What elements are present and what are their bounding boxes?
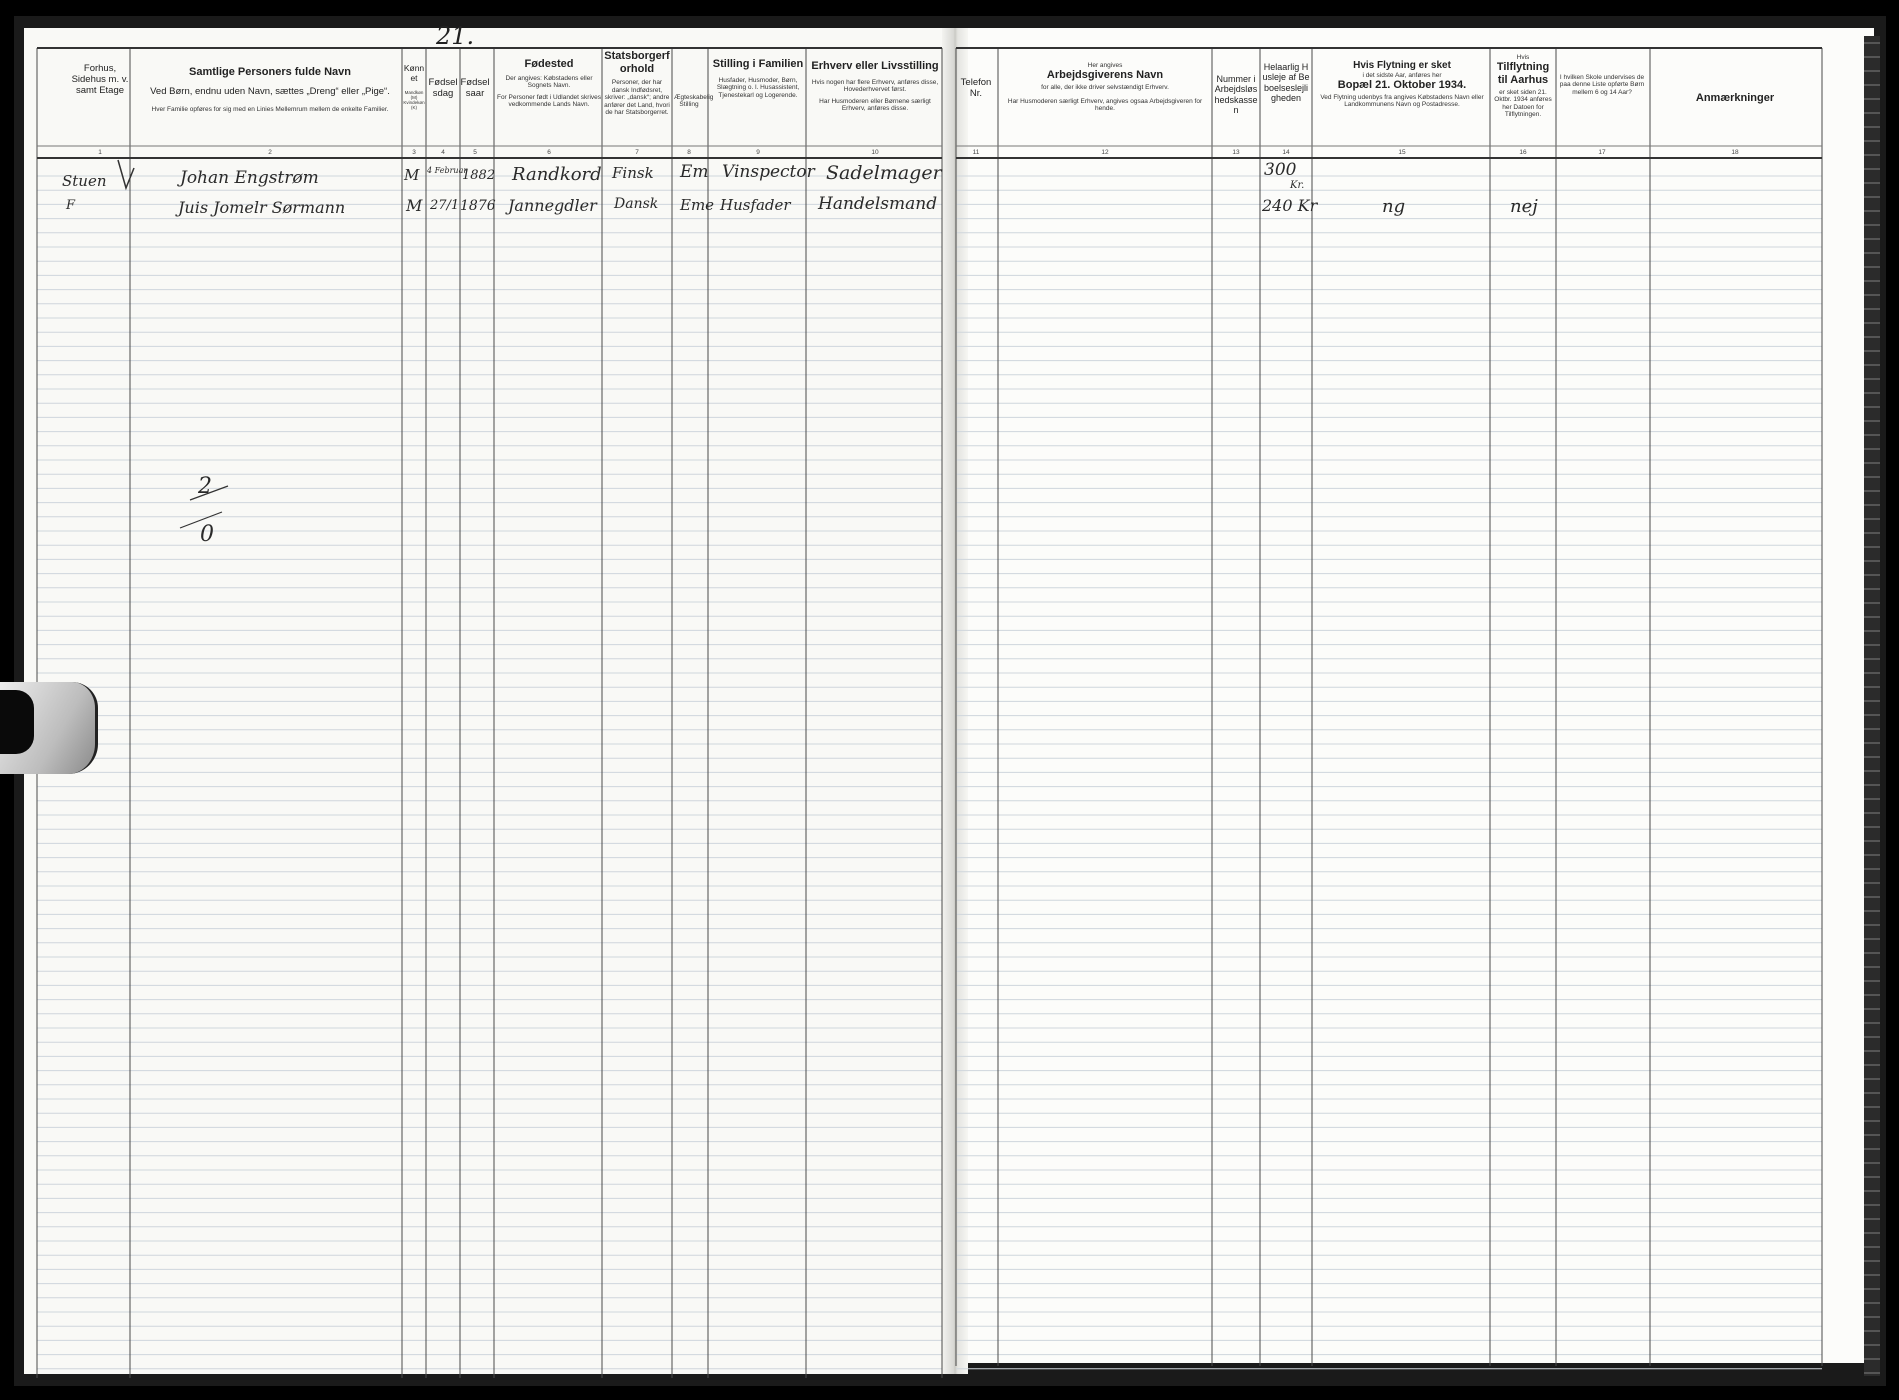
col-num-11: 11	[972, 149, 980, 156]
header-skole: I hvilken Skole undervises de paa denne Liste opførte Børn mellem 6 og 14 Aar?	[1559, 74, 1645, 96]
row2-fodested: Jannegdler	[508, 196, 597, 215]
row2-navn: Juis Jomelr Sørmann	[178, 198, 346, 217]
row1-husleje-unit: Kr.	[1290, 180, 1305, 191]
margin-note-top: 2	[198, 474, 212, 499]
row1-fodested: Randkord	[512, 164, 602, 185]
row2-husleje: 240 Kr	[1262, 196, 1318, 215]
row1-aar: 1882	[462, 168, 496, 183]
header-arbejdsloshed: Nummer i Arbejdsløshedskassen	[1214, 74, 1258, 116]
row2-stat: Dansk	[614, 196, 659, 212]
col-num-15: 15	[1398, 149, 1406, 156]
row2-flytning: ng	[1382, 196, 1406, 217]
col-num-8: 8	[687, 149, 691, 156]
col-num-14: 14	[1282, 149, 1290, 156]
col-num-12: 12	[1101, 149, 1109, 156]
header-dag: Fødselsdag	[428, 77, 458, 99]
header-arbejdsgiver: Her angives Arbejdsgiverens Navn for alle, der ikke driver selvstændigt Erhverv. Har Husmoderen særligt Erhverv, angives ogsaa Arbejdsgiveren for hende.	[1007, 62, 1203, 113]
header-stat: Statsborgerforhold Personer, der har dansk Indfødsret, skriver: „dansk“; andre anfører det Land, hvori de har Statsborgerret.	[604, 50, 670, 117]
header-familie: Stilling i Familien Husfader, Husmoder, Børn, Slægtning o. l. Husassistent, Tjenestekarl og Logerende.	[712, 58, 804, 99]
header-flytning: Hvis Flytning er sket i det sidste Aar, anføres her Bopæl 21. Oktober 1934. Ved Flytning udenbys fra angives Købstadens Navn eller Landkommunens Navn og Postadresse.	[1320, 60, 1484, 109]
header-koen: Kønnet Mandkøn (M) Kvindekøn (K)	[403, 63, 425, 111]
col-num-18: 18	[1731, 149, 1739, 156]
row2-aegt: Eme	[680, 196, 715, 214]
col-num-7: 7	[635, 149, 639, 156]
row2-etage: F	[66, 198, 76, 213]
row1-etage: Stuen	[62, 172, 107, 190]
row2-familie: Husfader	[720, 196, 791, 214]
col-num-1: 1	[98, 149, 102, 156]
header-fodested: Fødested Der angives: Købstadens eller Sognets Navn. For Personer født i Udlandet skrives vedkommende Lands Navn.	[496, 58, 602, 109]
row1-koen: M	[404, 166, 420, 184]
row2-erhverv: Handelsmand	[818, 194, 938, 214]
col-num-13: 13	[1232, 149, 1240, 156]
header-etage: Forhus, Sidehus m. v. samt Etage	[71, 63, 129, 96]
col-num-16: 16	[1519, 149, 1527, 156]
header-aar: Fødselsaar	[460, 77, 490, 99]
col-num-10: 10	[871, 149, 879, 156]
header-tilflytning: Hvis Tilflytning til Aarhus er sket siden 21. Oktbr. 1934 anføres her Datoen for Tilflytningen.	[1494, 54, 1552, 119]
header-anmaerkninger: Anmærkninger	[1695, 92, 1775, 104]
header-navn: Samtlige Personers fulde Navn Ved Børn, endnu uden Navn, sættes „Dreng“ eller „Pige“. Hver Familie opføres for sig med en Linies Mellemrum mellem de enkelte Familier.	[150, 66, 390, 113]
margin-note-bottom: 0	[200, 522, 214, 547]
tick-mark	[118, 160, 134, 188]
col-num-17: 17	[1598, 149, 1606, 156]
row1-dag: 4 Februar	[427, 166, 468, 175]
col-num-4: 4	[441, 149, 445, 156]
col-num-3: 3	[412, 149, 416, 156]
header-erhverv: Erhverv eller Livsstilling Hvis nogen har flere Erhverv, anføres disse, Hovederhvervet først. Har Husmoderen eller Børnene særligt Erhverv, anføres disse.	[811, 60, 939, 113]
row2-tilflytning: nej	[1510, 196, 1538, 217]
header-telefon: Telefon Nr.	[960, 77, 992, 99]
row1-navn: Johan Engstrøm	[180, 168, 319, 188]
row1-husleje: 300	[1264, 160, 1297, 180]
page-number: 21.	[436, 22, 475, 50]
col-num-6: 6	[547, 149, 551, 156]
page-clip-shadow	[0, 690, 34, 754]
header-aegt: Ægteskabelig Stilling	[674, 94, 714, 109]
row1-erhverv: Sadelmager	[826, 162, 942, 184]
row1-aegt: Em	[680, 162, 709, 182]
col-num-5: 5	[473, 149, 477, 156]
row2-dag: 27/1	[430, 198, 460, 213]
col-num-9: 9	[756, 149, 760, 156]
row1-familie: Vinspector	[722, 162, 815, 182]
row1-stat: Finsk	[612, 164, 654, 182]
col-num-2: 2	[268, 149, 272, 156]
header-husleje: Helaarlig Husleje af Beboelseslejligheden	[1262, 62, 1310, 104]
row2-aar: 1876	[460, 198, 496, 214]
row2-koen: M	[406, 196, 423, 215]
